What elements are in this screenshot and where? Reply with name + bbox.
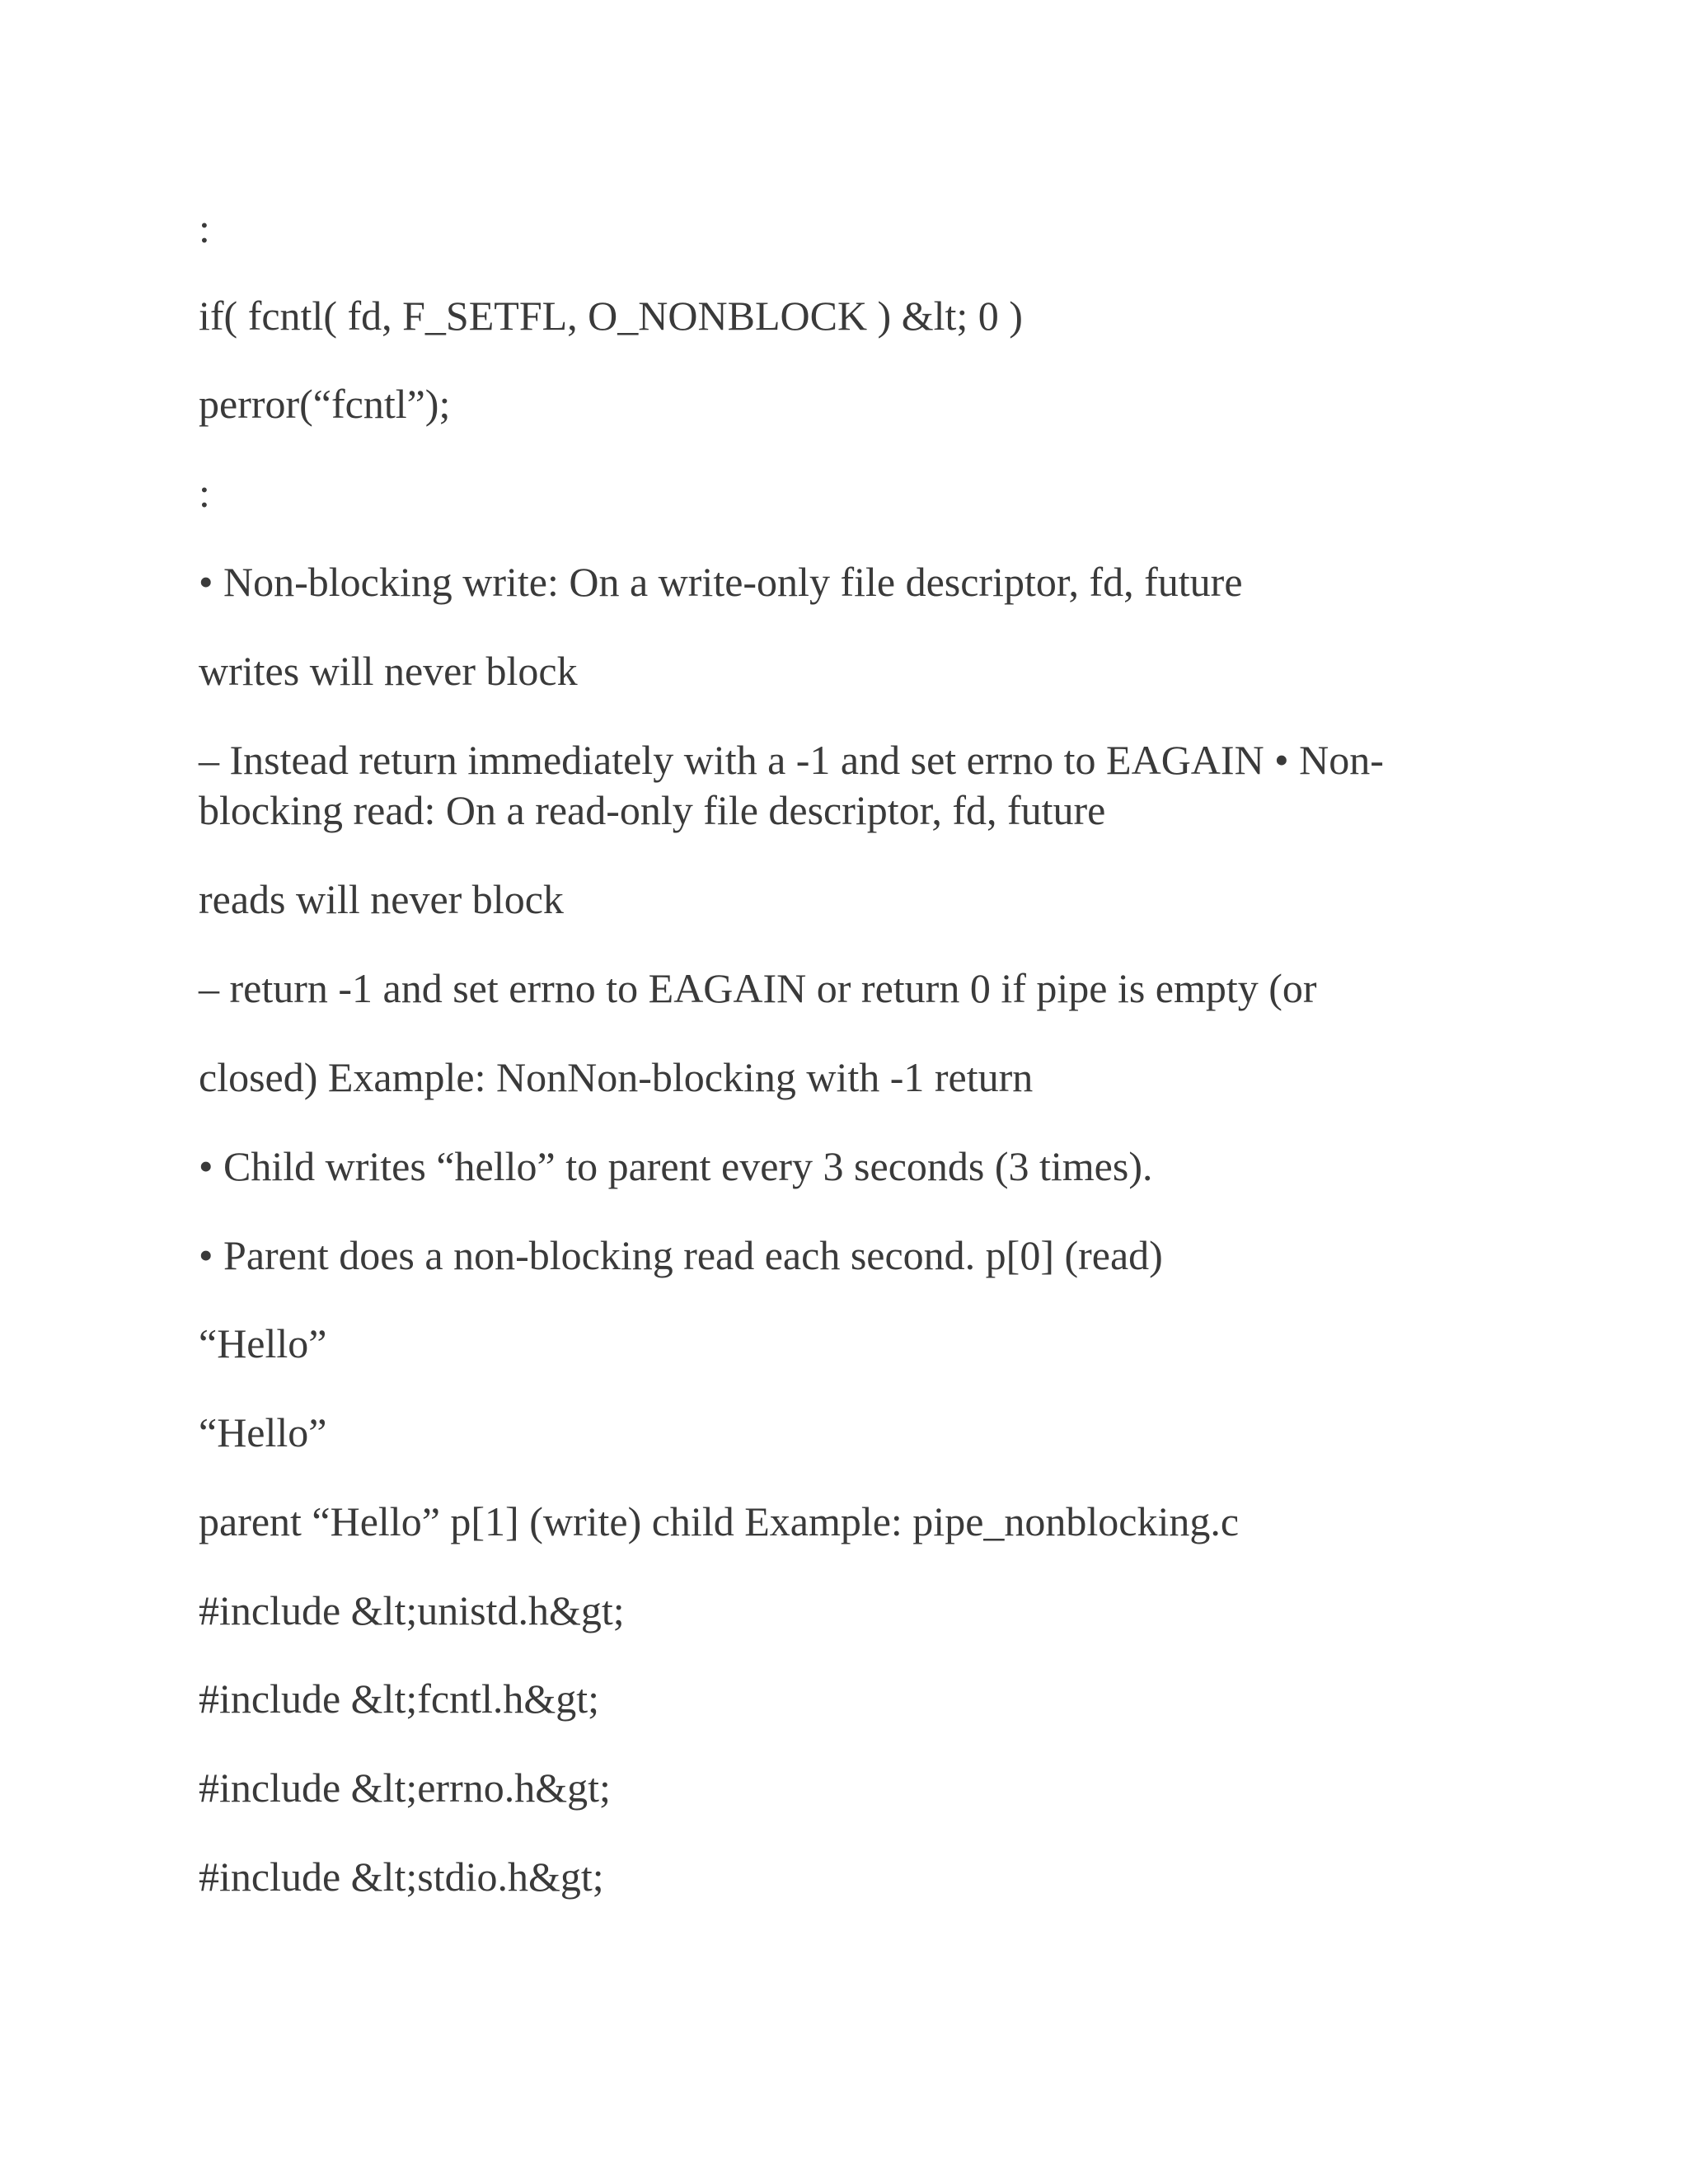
text-line: “Hello” (199, 1320, 327, 1366)
text-line: : (199, 470, 210, 516)
text-line: #include &lt;fcntl.h&gt; (199, 1675, 600, 1722)
text-line: writes will never block (199, 648, 578, 694)
text-line: – Instead return immediately with a -1 and set errno to EAGAIN • Non- (199, 737, 1384, 783)
text-line: • Non-blocking write: On a write-only file descriptor, fd, future (199, 559, 1243, 605)
text-line: if( fcntl( fd, F_SETFL, O_NONBLOCK ) &lt; 0 ) (199, 293, 1023, 339)
text-line: • Parent does a non-blocking read each second. p[0] (read) (199, 1232, 1163, 1278)
text-line: parent “Hello” p[1] (write) child Example: pipe_nonblocking.c (199, 1498, 1240, 1544)
text-line: #include &lt;unistd.h&gt; (199, 1587, 625, 1633)
text-line: blocking read: On a read-only file descriptor, fd, future (199, 787, 1106, 833)
text-line: • Child writes “hello” to parent every 3 seconds (3 times). (199, 1143, 1153, 1189)
text-line: #include &lt;errno.h&gt; (199, 1765, 611, 1811)
text-line: – return -1 and set errno to EAGAIN or return 0 if pipe is empty (or (199, 965, 1317, 1011)
text-line: reads will never block (199, 876, 564, 922)
text-line: : (199, 205, 210, 251)
text-line: closed) Example: NonNon-blocking with -1 return (199, 1054, 1034, 1100)
text-line: perror(“fcntl”); (199, 381, 451, 427)
text-line: #include &lt;stdio.h&gt; (199, 1854, 604, 1900)
text-line: “Hello” (199, 1409, 327, 1455)
